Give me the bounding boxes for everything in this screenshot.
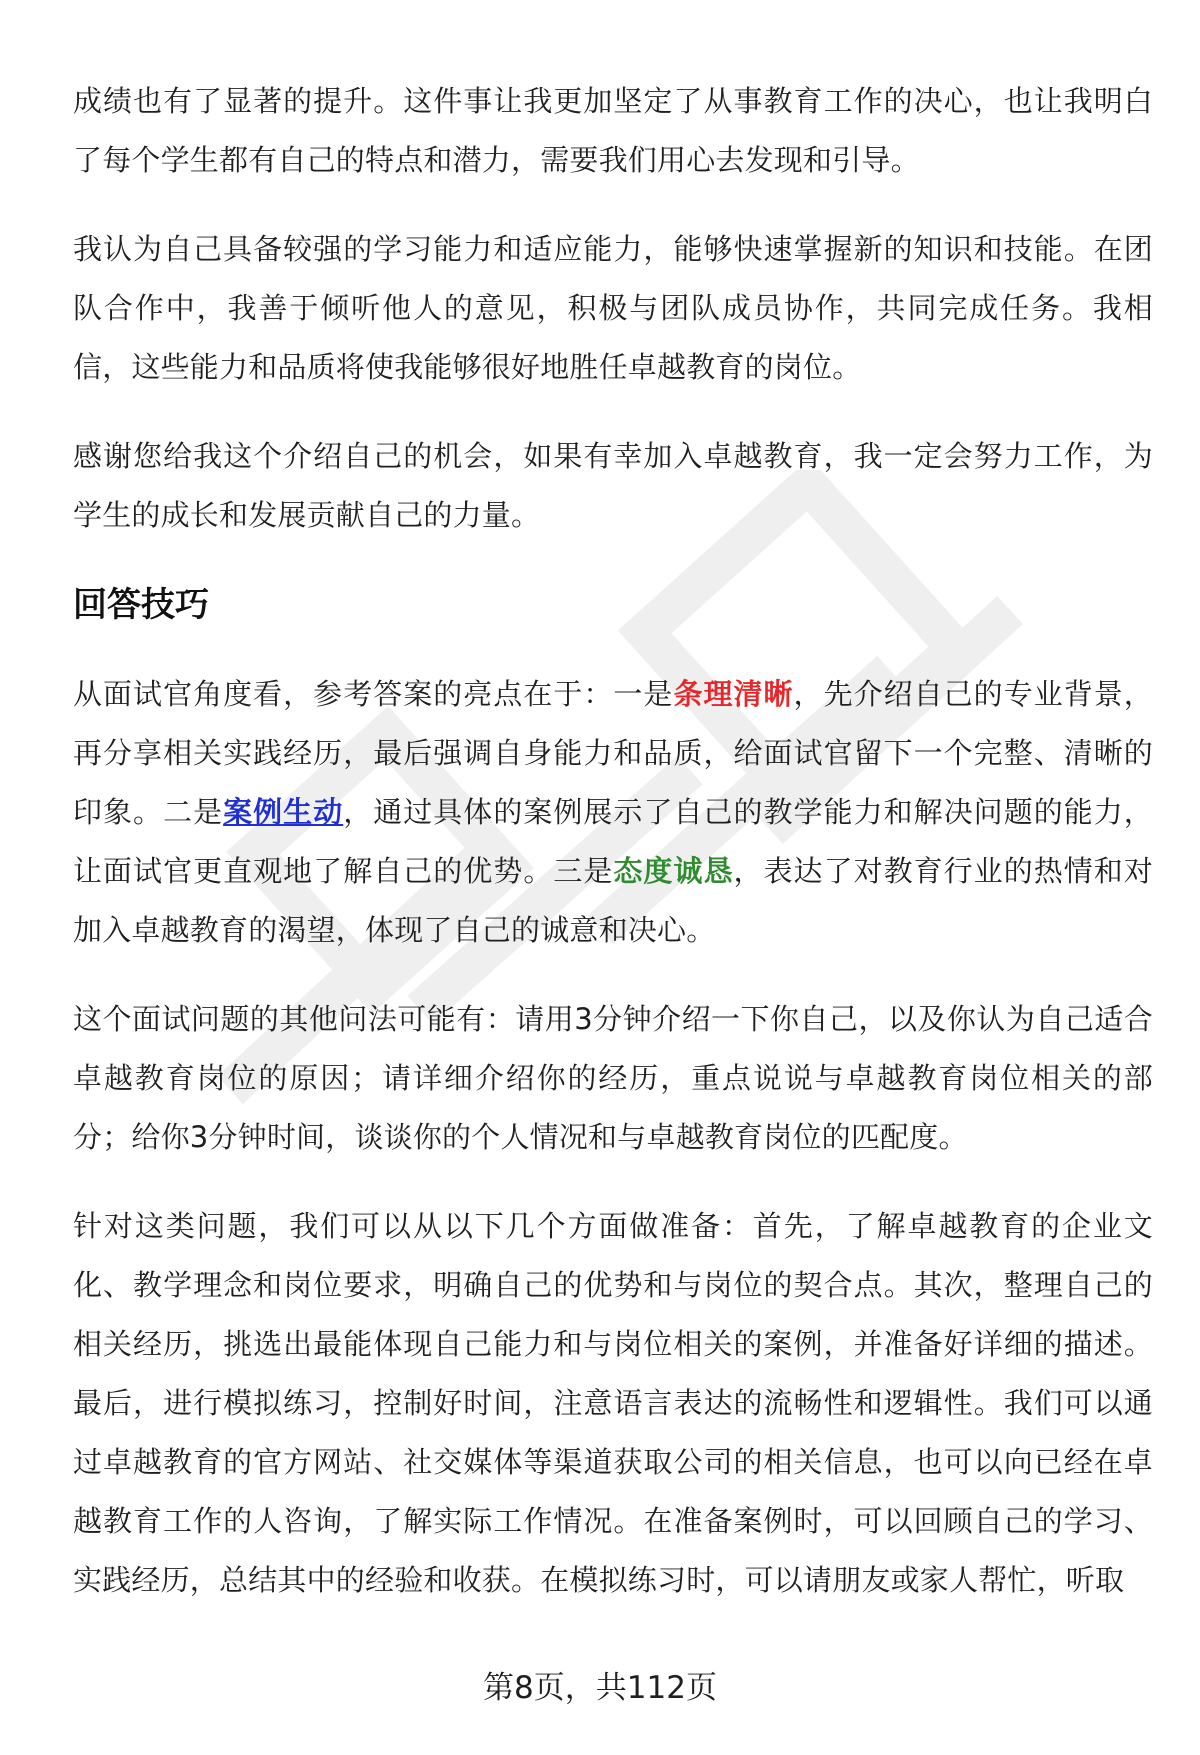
paragraph-highlights (73, 665, 1153, 960)
highlight-keyword: 态度诚恳 (613, 854, 734, 888)
paragraph: 针对这类问题，我们可以从以下几个方面做准备：首先，了解卓越教育的企业文化、教学理念和岗位要求，明确自己的优势和与岗位的契合点。其次，整理自己的相关经历，挑选出最能体现自己能力和与岗位相关的案例，并准备好详细的描述。最后，进行模拟练习，控制好时间，注意语言表达的流畅性和逻辑性。我们可以通过卓越教育的官方网站、社交媒体等渠道获取公司的相关信息，也可以向已经在卓越教育工作的人咨询，了解实际工作情况。在准备案例时，可以回顾自己的学习、实践经历，总结其中的经验和收获。在模拟练习时，可以请朋友或家人帮忙，听取 (73, 1209, 1153, 1597)
highlight-keyword: 案例生动 (223, 795, 344, 829)
section-title: 回答技巧 (73, 585, 209, 625)
paragraph: 这个面试问题的其他问法可能有：请用3分钟介绍一下你自己，以及你认为自己适合卓越教育岗位的原因；请详细介绍你的经历，重点说说与卓越教育岗位相关的部分；给你3分钟时间，谈谈你的个人情况和与卓越教育岗位的匹配度。 (73, 1002, 1153, 1154)
text-span: ，表达了对教育行业的热情和对加入卓越教育的渴望，体现了自己的诚意和决心。 (73, 854, 1153, 947)
paragraph: 成绩也有了显著的提升。这件事让我更加坚定了从事教育工作的决心，也让我明白了每个学生都有自己的特点和潜力，需要我们用心去发现和引导。 (73, 84, 1153, 177)
text-span: ，通过具体的案例展示了自己的教学能力和解决问题的能力，让面试官更直观地了解自己的优势。三是 (73, 795, 1153, 888)
paragraph: 感谢您给我这个介绍自己的机会，如果有幸加入卓越教育，我一定会努力工作，为学生的成长和发展贡献自己的力量。 (73, 439, 1153, 532)
text-span: ，先介绍自己的专业背景，再分享相关实践经历，最后强调自身能力和品质，给面试官留下一个完整、清晰的印象。二是 (73, 677, 1153, 829)
page-footer: 第8页，共112页 (483, 1670, 717, 1706)
highlight-keyword: 条理清晰 (673, 677, 794, 711)
paragraph: 我认为自己具备较强的学习能力和适应能力，能够快速掌握新的知识和技能。在团队合作中，我善于倾听他人的意见，积极与团队成员协作，共同完成任务。我相信，这些能力和品质将使我能够很好地胜任卓越教育的岗位。 (73, 232, 1153, 384)
document-body (73, 72, 1153, 1640)
text-span: 从面试官角度看，参考答案的亮点在于：一是 (73, 677, 674, 711)
